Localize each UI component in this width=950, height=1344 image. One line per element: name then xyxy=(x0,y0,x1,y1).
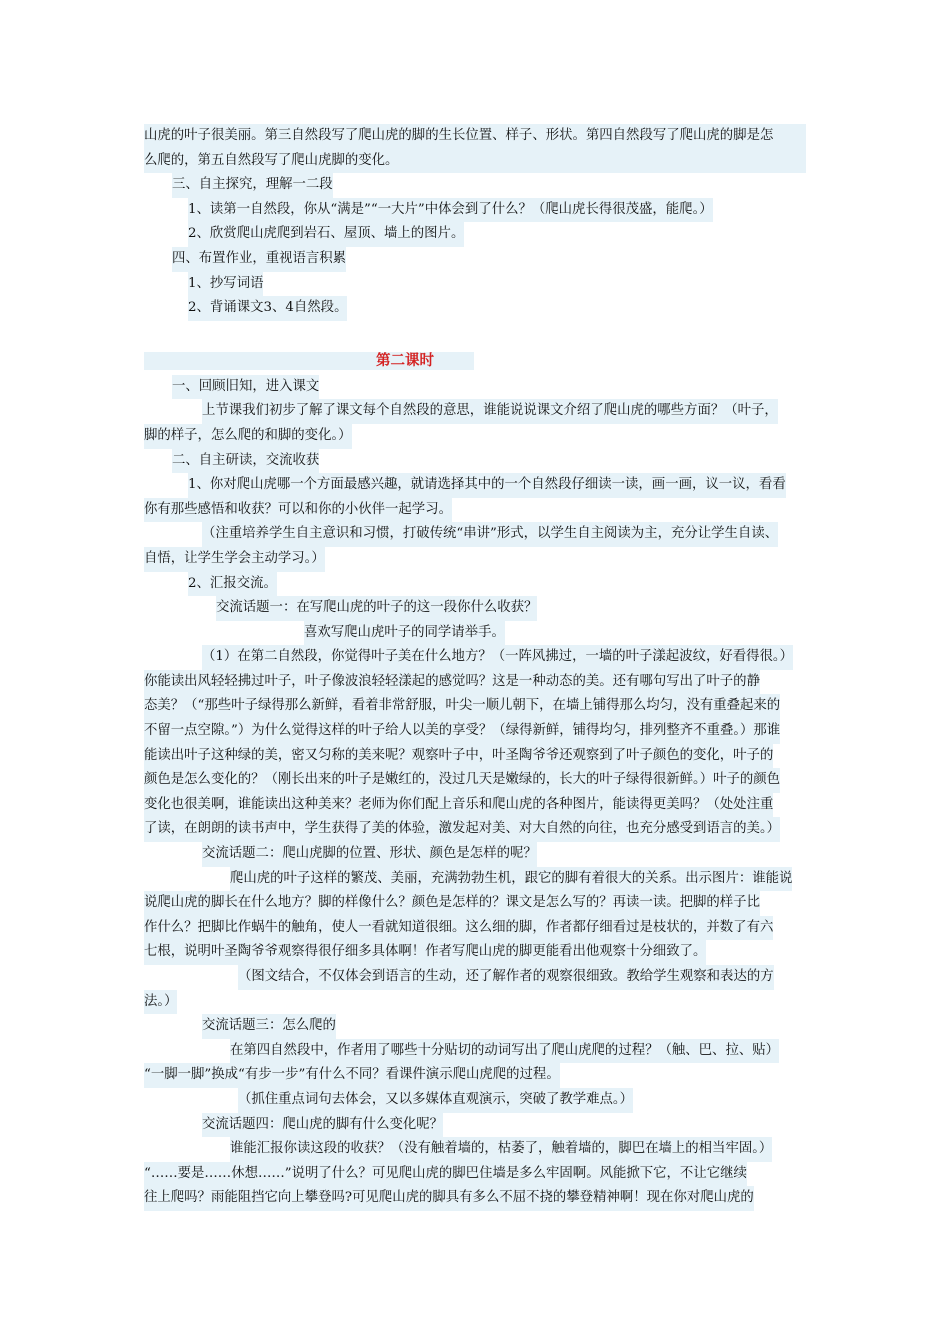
text-line xyxy=(144,1186,806,1211)
text-line xyxy=(144,694,806,719)
text-line xyxy=(144,965,806,990)
section-heading xyxy=(144,173,806,198)
text-line xyxy=(144,399,806,424)
text-line xyxy=(144,149,806,174)
line-text: “……要是……休想……”说明了什么？可见爬山虎的脚巴住墙是多么牢固啊。风能掀下它，不让它继续 xyxy=(144,1162,747,1187)
line-text: 四、布置作业，重视语言积累 xyxy=(172,247,346,272)
topic-heading xyxy=(144,1113,806,1138)
line-text: 交流话题一：在写爬山虎的叶子的这一段你什么收获？ xyxy=(216,596,537,621)
text-line xyxy=(144,670,806,695)
line-text: 你有那些感悟和收获？可以和你的小伙伴一起学习。 xyxy=(144,498,452,523)
line-text: 上节课我们初步了解了课文每个自然段的意思，谁能说说课文介绍了爬山虎的哪些方面？（叶子， xyxy=(202,399,778,424)
section-heading xyxy=(144,449,806,474)
text-line xyxy=(144,793,806,818)
line-text: （注重培养学生自主意识和习惯，打破传统“串讲”形式，以学生自主阅读为主，充分让学生自读、 xyxy=(202,522,778,547)
line-text: 你能读出风轻轻拂过叶子，叶子像波浪轻轻漾起的感觉吗？这是一种动态的美。还有哪句写出了叶子的静 xyxy=(144,670,760,695)
text-line xyxy=(144,547,806,572)
line-text: 往上爬吗？雨能阻挡它向上攀登吗?可见爬山虎的脚具有多么不屈不挠的攀登精神啊！现在你对爬山虎的 xyxy=(144,1186,754,1211)
line-text: 作什么？把脚比作蜗牛的触角，使人一看就知道很细。这么细的脚，作者都仔细看过是枝状的，并数了有六 xyxy=(144,916,773,941)
text-line xyxy=(144,768,806,793)
topic-heading xyxy=(144,842,806,867)
line-text: 1、读第一自然段，你从“满是”“一大片”中体会到了什么？（爬山虎长得很茂盛，能爬。） xyxy=(188,198,713,223)
line-text: 变化也很美啊，谁能读出这种美来？老师为你们配上音乐和爬山虎的各种图片，能读得更美吗？（处处注重 xyxy=(144,793,773,818)
text-line xyxy=(144,498,806,523)
line-text: 颜色是怎么变化的？（刚长出来的叶子是嫩红的，没过几天是嫩绿的，长大的叶子绿得很新鲜。）叶子的颜色 xyxy=(144,768,780,793)
text-line xyxy=(144,572,806,597)
line-text: 七根，说明叶圣陶爷爷观察得很仔细多具体啊！作者写爬山虎的脚更能看出他观察十分细致了。 xyxy=(144,940,706,965)
line-text: 一、回顾旧知，进入课文 xyxy=(172,375,319,400)
topic-heading xyxy=(144,1014,806,1039)
text-line xyxy=(144,124,806,149)
text-line xyxy=(144,645,806,670)
line-text: （1）在第二自然段，你觉得叶子美在什么地方？（一阵风拂过，一墙的叶子漾起波纹，好看得很。） xyxy=(202,645,793,670)
text-line xyxy=(144,1063,806,1088)
text-line xyxy=(144,1137,806,1162)
line-text: 爬山虎的叶子这样的繁茂、美丽，充满勃勃生机，跟它的脚有着很大的关系。出示图片：谁能说 xyxy=(230,867,792,892)
line-text: 了读，在朗朗的读书声中，学生获得了美的体验，激发起对美、对大自然的向往，也充分感受到语言的美。） xyxy=(144,817,780,842)
line-text: 2、汇报交流。 xyxy=(188,572,277,597)
line-text: 谁能汇报你读这段的收获？（没有触着墙的，枯萎了，触着墙的，脚巴在墙上的相当牢固。） xyxy=(230,1137,772,1162)
line-text: 法。） xyxy=(144,990,177,1015)
line-text: 在第四自然段中，作者用了哪些十分贴切的动词写出了爬山虎爬的过程？（触、巴、拉、贴） xyxy=(230,1039,779,1064)
text-line xyxy=(144,621,806,646)
line-text: 交流话题二：爬山虎脚的位置、形状、颜色是怎样的呢？ xyxy=(202,842,537,867)
line-text: 么爬的，第五自然段写了爬山虎脚的变化。 xyxy=(144,149,806,174)
section-heading xyxy=(144,247,806,272)
line-text: 三、自主探究，理解一二段 xyxy=(172,173,333,198)
line-text: 说爬山虎的脚长在什么地方？脚的样像什么？颜色是怎样的？课文是怎么写的？再读一读。把脚的样子比 xyxy=(144,891,760,916)
line-text: 交流话题四：爬山虎的脚有什么变化呢？ xyxy=(202,1113,443,1138)
text-line xyxy=(144,817,806,842)
text-line xyxy=(144,744,806,769)
text-line xyxy=(144,424,806,449)
text-line xyxy=(144,1039,806,1064)
line-text: 态美？（“那些叶子绿得那么新鲜，看着非常舒服，叶尖一顺儿朝下，在墙上铺得那么均匀，没有重叠起来的 xyxy=(144,694,780,719)
line-text: 自悟，让学生学会主动学习。） xyxy=(144,547,325,572)
text-line xyxy=(144,272,806,297)
lesson-heading xyxy=(144,347,806,375)
line-text: 交流话题三：怎么爬的 xyxy=(202,1014,336,1039)
text-line xyxy=(144,198,806,223)
line-text: 山虎的叶子很美丽。第三自然段写了爬山虎的脚的生长位置、样子、形状。第四自然段写了爬山虎的脚是怎 xyxy=(144,124,806,149)
line-text: （抓住重点词句去体会，又以多媒体直观演示，突破了教学难点。） xyxy=(238,1088,633,1113)
spacer xyxy=(144,321,806,347)
line-text: 2、欣赏爬山虎爬到岩石、屋顶、墙上的图片。 xyxy=(188,222,464,247)
section-heading xyxy=(144,375,806,400)
line-text: 二、自主研读，交流收获 xyxy=(172,449,319,474)
topic-heading xyxy=(144,596,806,621)
line-text: 不留一点空隙。”）为什么觉得这样的叶子给人以美的享受？（绿得新鲜，铺得均匀，排列整齐不重叠。）那谁 xyxy=(144,719,780,744)
text-line xyxy=(144,867,806,892)
text-line xyxy=(144,473,806,498)
text-line xyxy=(144,990,806,1015)
line-text: 喜欢写爬山虎叶子的同学请举手。 xyxy=(304,621,505,646)
line-text: 2、背诵课文3、4自然段。 xyxy=(188,296,347,321)
line-text: “一脚一脚”换成“有步一步”有什么不同？看课件演示爬山虎爬的过程。 xyxy=(144,1063,560,1088)
line-text: 1、抄写词语 xyxy=(188,272,263,297)
text-line xyxy=(144,719,806,744)
text-line xyxy=(144,296,806,321)
text-line xyxy=(144,522,806,547)
text-line xyxy=(144,891,806,916)
text-line xyxy=(144,1162,806,1187)
text-line xyxy=(144,222,806,247)
text-line xyxy=(144,916,806,941)
text-line xyxy=(144,940,806,965)
line-text: 1、你对爬山虎哪一个方面最感兴趣，就请选择其中的一个自然段仔细读一读，画一画，议一议，看看 xyxy=(188,473,786,498)
line-text: 能读出叶子这种绿的美，密又匀称的美来呢？观察叶子中，叶圣陶爷爷还观察到了叶子颜色的变化，叶子的 xyxy=(144,744,773,769)
document-body xyxy=(144,124,806,1211)
lesson-title: 第二课时 xyxy=(376,351,434,369)
line-text: 脚的样子，怎么爬的和脚的变化。） xyxy=(144,424,352,449)
text-line xyxy=(144,1088,806,1113)
line-text: （图文结合，不仅体会到语言的生动，还了解作者的观察很细致。教给学生观察和表达的方 xyxy=(238,965,774,990)
